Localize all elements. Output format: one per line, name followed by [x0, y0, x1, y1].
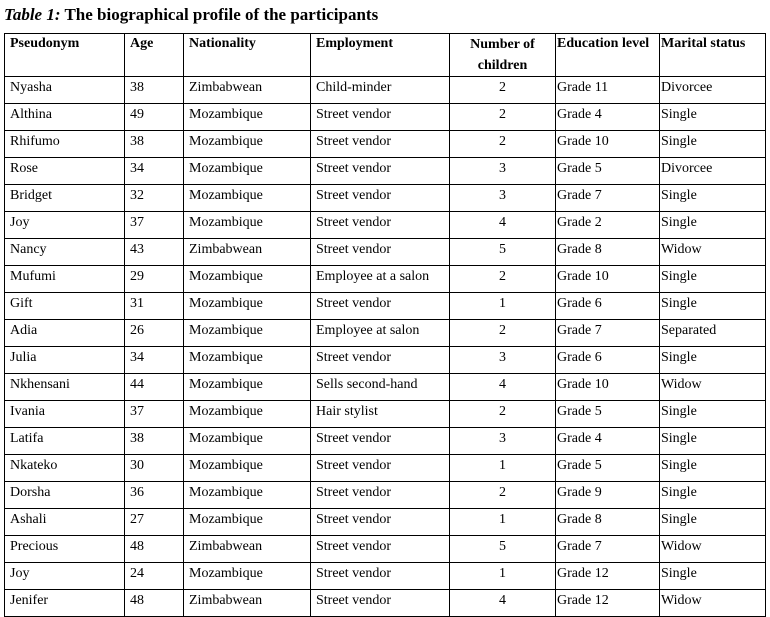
- cell-number-of-children: 2: [450, 482, 556, 509]
- table-row: [5, 428, 766, 455]
- cell-age: 38: [125, 428, 184, 455]
- cell-education-level: Grade 5: [556, 401, 660, 428]
- cell-age: 48: [125, 590, 184, 617]
- cell-pseudonym: Mufumi: [5, 266, 125, 293]
- table-row: [5, 482, 766, 509]
- cell-nationality: Zimbabwean: [184, 536, 311, 563]
- table-row: [5, 320, 766, 347]
- table-row: [5, 185, 766, 212]
- cell-marital-status: Single: [660, 347, 766, 374]
- cell-age: 49: [125, 104, 184, 131]
- cell-pseudonym: Ashali: [5, 509, 125, 536]
- cell-nationality: Mozambique: [184, 482, 311, 509]
- cell-nationality: Mozambique: [184, 374, 311, 401]
- cell-number-of-children: 1: [450, 509, 556, 536]
- table-row: [5, 239, 766, 266]
- cell-education-level: Grade 4: [556, 104, 660, 131]
- cell-marital-status: Widow: [660, 374, 766, 401]
- cell-pseudonym: Althina: [5, 104, 125, 131]
- cell-pseudonym: Ivania: [5, 401, 125, 428]
- table-row: [5, 158, 766, 185]
- cell-marital-status: Divorcee: [660, 158, 766, 185]
- table-row: [5, 590, 766, 617]
- header-row: [5, 34, 766, 77]
- cell-pseudonym: Joy: [5, 563, 125, 590]
- cell-employment: Street vendor: [311, 347, 450, 374]
- header-pseudonym: Pseudonym: [5, 34, 125, 77]
- cell-marital-status: Single: [660, 563, 766, 590]
- cell-education-level: Grade 7: [556, 320, 660, 347]
- cell-pseudonym: Nyasha: [5, 77, 125, 104]
- cell-employment: Street vendor: [311, 563, 450, 590]
- cell-marital-status: Single: [660, 401, 766, 428]
- cell-employment: Street vendor: [311, 158, 450, 185]
- cell-education-level: Grade 2: [556, 212, 660, 239]
- cell-employment: Hair stylist: [311, 401, 450, 428]
- cell-number-of-children: 4: [450, 212, 556, 239]
- cell-marital-status: Single: [660, 266, 766, 293]
- cell-age: 34: [125, 347, 184, 374]
- cell-employment: Street vendor: [311, 239, 450, 266]
- cell-marital-status: Widow: [660, 239, 766, 266]
- cell-pseudonym: Dorsha: [5, 482, 125, 509]
- cell-age: 38: [125, 77, 184, 104]
- cell-age: 27: [125, 509, 184, 536]
- cell-education-level: Grade 4: [556, 428, 660, 455]
- cell-marital-status: Single: [660, 185, 766, 212]
- cell-nationality: Mozambique: [184, 158, 311, 185]
- table-row: [5, 401, 766, 428]
- cell-nationality: Mozambique: [184, 401, 311, 428]
- table-row: [5, 212, 766, 239]
- cell-employment: Street vendor: [311, 590, 450, 617]
- cell-education-level: Grade 11: [556, 77, 660, 104]
- cell-pseudonym: Adia: [5, 320, 125, 347]
- cell-marital-status: Single: [660, 428, 766, 455]
- header-number-of-children: Number of children: [450, 34, 556, 77]
- cell-employment: Street vendor: [311, 185, 450, 212]
- cell-employment: Street vendor: [311, 509, 450, 536]
- cell-pseudonym: Jenifer: [5, 590, 125, 617]
- cell-marital-status: Single: [660, 455, 766, 482]
- cell-employment: Street vendor: [311, 104, 450, 131]
- cell-number-of-children: 1: [450, 563, 556, 590]
- cell-education-level: Grade 6: [556, 347, 660, 374]
- cell-age: 32: [125, 185, 184, 212]
- cell-marital-status: Single: [660, 482, 766, 509]
- cell-nationality: Zimbabwean: [184, 77, 311, 104]
- cell-age: 43: [125, 239, 184, 266]
- cell-marital-status: Widow: [660, 536, 766, 563]
- cell-number-of-children: 3: [450, 428, 556, 455]
- cell-pseudonym: Joy: [5, 212, 125, 239]
- table-row: [5, 293, 766, 320]
- cell-number-of-children: 3: [450, 158, 556, 185]
- cell-education-level: Grade 8: [556, 239, 660, 266]
- header-age: Age: [125, 34, 184, 77]
- table-body: [5, 77, 766, 617]
- cell-nationality: Mozambique: [184, 266, 311, 293]
- cell-employment: Street vendor: [311, 212, 450, 239]
- participants-table: [4, 33, 766, 617]
- cell-age: 48: [125, 536, 184, 563]
- cell-pseudonym: Nkateko: [5, 455, 125, 482]
- cell-number-of-children: 2: [450, 77, 556, 104]
- table-row: [5, 266, 766, 293]
- cell-marital-status: Divorcee: [660, 77, 766, 104]
- cell-nationality: Mozambique: [184, 131, 311, 158]
- cell-employment: Street vendor: [311, 536, 450, 563]
- cell-number-of-children: 1: [450, 293, 556, 320]
- cell-nationality: Mozambique: [184, 185, 311, 212]
- table-row: [5, 509, 766, 536]
- cell-employment: Child-minder: [311, 77, 450, 104]
- table-row: [5, 347, 766, 374]
- cell-number-of-children: 5: [450, 536, 556, 563]
- cell-pseudonym: Gift: [5, 293, 125, 320]
- cell-education-level: Grade 5: [556, 455, 660, 482]
- cell-age: 26: [125, 320, 184, 347]
- cell-age: 24: [125, 563, 184, 590]
- cell-nationality: Mozambique: [184, 347, 311, 374]
- cell-number-of-children: 5: [450, 239, 556, 266]
- cell-employment: Street vendor: [311, 293, 450, 320]
- cell-education-level: Grade 5: [556, 158, 660, 185]
- cell-education-level: Grade 8: [556, 509, 660, 536]
- cell-nationality: Mozambique: [184, 320, 311, 347]
- table-caption: [4, 5, 378, 25]
- cell-marital-status: Single: [660, 509, 766, 536]
- header-education-level: Education level: [556, 34, 660, 77]
- cell-number-of-children: 4: [450, 374, 556, 401]
- cell-employment: Street vendor: [311, 428, 450, 455]
- cell-number-of-children: 2: [450, 104, 556, 131]
- header-nationality: Nationality: [184, 34, 311, 77]
- cell-education-level: Grade 7: [556, 185, 660, 212]
- cell-nationality: Zimbabwean: [184, 590, 311, 617]
- header-employment: Employment: [311, 34, 450, 77]
- cell-number-of-children: 2: [450, 320, 556, 347]
- cell-age: 29: [125, 266, 184, 293]
- cell-employment: Street vendor: [311, 482, 450, 509]
- cell-education-level: Grade 10: [556, 266, 660, 293]
- table-row: [5, 77, 766, 104]
- cell-age: 37: [125, 212, 184, 239]
- cell-number-of-children: 4: [450, 590, 556, 617]
- cell-pseudonym: Julia: [5, 347, 125, 374]
- table-row: [5, 104, 766, 131]
- cell-employment: Street vendor: [311, 131, 450, 158]
- cell-age: 34: [125, 158, 184, 185]
- cell-marital-status: Single: [660, 104, 766, 131]
- cell-number-of-children: 2: [450, 266, 556, 293]
- table-row: [5, 131, 766, 158]
- cell-nationality: Mozambique: [184, 455, 311, 482]
- cell-marital-status: Single: [660, 293, 766, 320]
- cell-nationality: Mozambique: [184, 509, 311, 536]
- cell-nationality: Mozambique: [184, 563, 311, 590]
- cell-nationality: Mozambique: [184, 428, 311, 455]
- cell-number-of-children: 2: [450, 401, 556, 428]
- cell-age: 36: [125, 482, 184, 509]
- cell-marital-status: Widow: [660, 590, 766, 617]
- cell-age: 38: [125, 131, 184, 158]
- cell-age: 30: [125, 455, 184, 482]
- table-row: [5, 563, 766, 590]
- cell-marital-status: Separated: [660, 320, 766, 347]
- cell-pseudonym: Nancy: [5, 239, 125, 266]
- table-row: [5, 455, 766, 482]
- cell-education-level: Grade 9: [556, 482, 660, 509]
- cell-nationality: Mozambique: [184, 104, 311, 131]
- cell-number-of-children: 3: [450, 347, 556, 374]
- cell-pseudonym: Rose: [5, 158, 125, 185]
- cell-employment: Sells second-hand: [311, 374, 450, 401]
- cell-number-of-children: 3: [450, 185, 556, 212]
- cell-education-level: Grade 10: [556, 131, 660, 158]
- cell-nationality: Mozambique: [184, 293, 311, 320]
- table-row: [5, 536, 766, 563]
- cell-nationality: Mozambique: [184, 212, 311, 239]
- cell-pseudonym: Latifa: [5, 428, 125, 455]
- cell-pseudonym: Rhifumo: [5, 131, 125, 158]
- cell-marital-status: Single: [660, 212, 766, 239]
- cell-education-level: Grade 6: [556, 293, 660, 320]
- cell-number-of-children: 2: [450, 131, 556, 158]
- cell-number-of-children: 1: [450, 455, 556, 482]
- cell-age: 31: [125, 293, 184, 320]
- cell-pseudonym: Nkhensani: [5, 374, 125, 401]
- header-marital-status: Marital status: [660, 34, 766, 77]
- table-row: [5, 374, 766, 401]
- caption-label: Table 1:: [4, 5, 61, 24]
- cell-employment: Employee at salon: [311, 320, 450, 347]
- cell-age: 37: [125, 401, 184, 428]
- cell-pseudonym: Precious: [5, 536, 125, 563]
- cell-education-level: Grade 12: [556, 563, 660, 590]
- cell-education-level: Grade 10: [556, 374, 660, 401]
- cell-nationality: Zimbabwean: [184, 239, 311, 266]
- cell-education-level: Grade 12: [556, 590, 660, 617]
- cell-employment: Employee at a salon: [311, 266, 450, 293]
- cell-employment: Street vendor: [311, 455, 450, 482]
- caption-title: The biographical profile of the participants: [64, 5, 379, 24]
- cell-marital-status: Single: [660, 131, 766, 158]
- cell-age: 44: [125, 374, 184, 401]
- cell-education-level: Grade 7: [556, 536, 660, 563]
- cell-pseudonym: Bridget: [5, 185, 125, 212]
